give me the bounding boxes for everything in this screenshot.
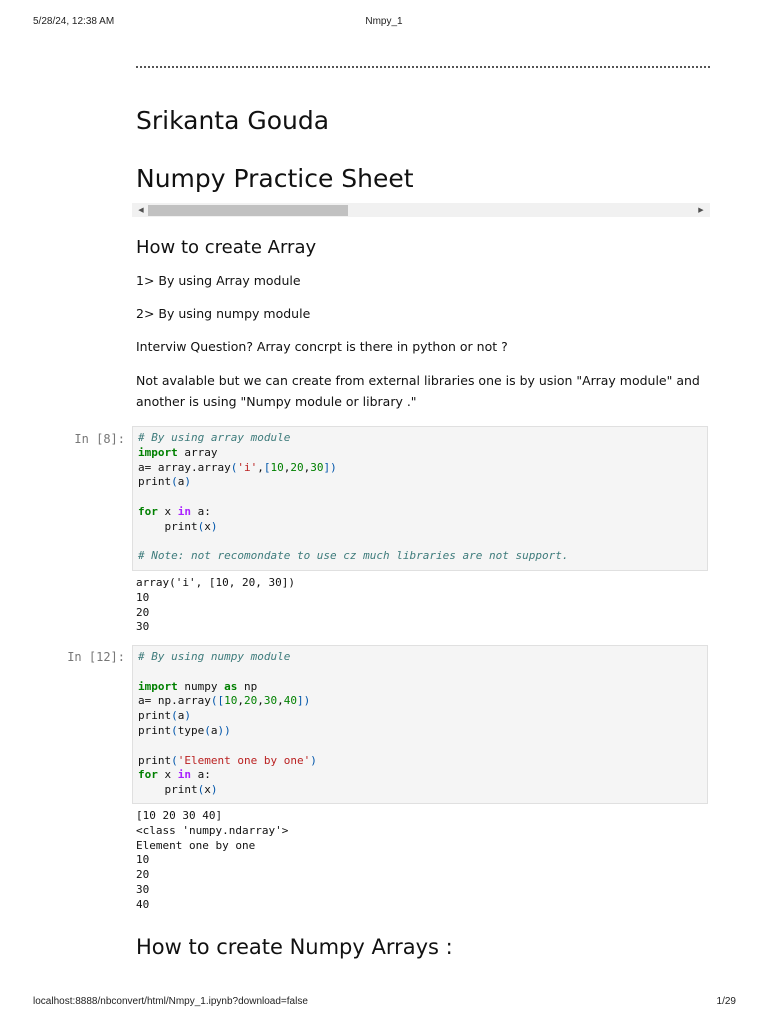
- code-token: print: [138, 723, 172, 737]
- code-token: (: [197, 519, 205, 533]
- code-token: # By using array module: [138, 431, 291, 444]
- code-token: ,: [283, 460, 291, 474]
- code-token: print: [138, 753, 172, 767]
- code-token: [: [263, 460, 271, 474]
- code-line: [138, 709, 702, 724]
- code-line: [138, 461, 702, 476]
- paragraph-interview-question: Interviw Question? Array concrpt is there in python or not ?: [136, 339, 508, 354]
- code-token: x: [204, 519, 211, 533]
- code-token: ,: [277, 694, 284, 708]
- output-line: array('i', [10, 20, 30]): [136, 576, 295, 589]
- code-token: # Note: not recomondate to use cz much libraries are not support.: [138, 549, 569, 563]
- code-token: (: [171, 709, 178, 723]
- print-datetime: 5/28/24, 12:38 AM: [33, 16, 115, 27]
- code-token: 'i': [237, 460, 258, 474]
- cell-prompt: In [12]:: [67, 650, 125, 664]
- print-title: Nmpy_1: [365, 16, 403, 27]
- code-token: ): [184, 709, 191, 723]
- code-token: ]): [323, 460, 337, 474]
- output-line: 20: [136, 868, 150, 882]
- output-line: 10: [136, 590, 150, 604]
- code-token: 20: [243, 694, 258, 708]
- code-token: type: [177, 723, 205, 737]
- code-token: np: [237, 679, 258, 693]
- code-token: print: [138, 475, 172, 489]
- code-token: a: [177, 709, 185, 723]
- code-token: numpy: [177, 679, 225, 693]
- code-token: (: [197, 783, 205, 797]
- code-token: ): [184, 475, 191, 489]
- output-line: 40: [136, 897, 150, 911]
- cell-output: [136, 809, 706, 913]
- code-token: a: [138, 460, 145, 474]
- code-token: np.array: [151, 694, 211, 708]
- code-line: [138, 505, 702, 520]
- code-line: [138, 549, 702, 564]
- code-line: [138, 665, 702, 680]
- code-token: for: [138, 768, 158, 782]
- section-heading-numpy-arrays: How to create Numpy Arrays :: [136, 935, 453, 959]
- paragraph-array-module: 1> By using Array module: [136, 273, 301, 288]
- code-token: x: [157, 768, 178, 782]
- code-token: (: [230, 460, 238, 474]
- code-line: [138, 475, 702, 490]
- paragraph-numpy-module: 2> By using numpy module: [136, 306, 311, 321]
- code-token: 30: [310, 460, 324, 474]
- code-token: (: [204, 723, 211, 737]
- code-token: x: [204, 783, 211, 797]
- code-line: [138, 694, 702, 709]
- code-token: =: [144, 460, 152, 474]
- code-cell-array-module[interactable]: [132, 426, 708, 571]
- scrollbar-thumb[interactable]: [148, 205, 348, 216]
- code-token: print: [138, 709, 172, 723]
- code-line: [138, 724, 702, 739]
- code-line: [138, 783, 702, 798]
- horizontal-scrollbar[interactable]: [132, 203, 710, 217]
- section-heading-create-array: How to create Array: [136, 237, 317, 258]
- code-line: [138, 520, 702, 535]
- code-token: array.array: [151, 460, 231, 474]
- code-line: [138, 680, 702, 695]
- code-token: 10: [224, 694, 238, 708]
- code-token: 20: [290, 460, 304, 474]
- code-token: 40: [283, 694, 297, 708]
- print-footer: [0, 996, 768, 1012]
- cell-output: [136, 576, 706, 635]
- code-token: (: [171, 753, 178, 767]
- code-token: for: [138, 504, 158, 518]
- output-line: 30: [136, 620, 150, 634]
- code-token: (: [171, 723, 178, 737]
- code-token: ,: [303, 460, 311, 474]
- code-token: import: [138, 679, 178, 693]
- code-token: as: [224, 679, 238, 693]
- page-number: 1/29: [716, 996, 736, 1007]
- code-line: [138, 650, 702, 665]
- output-line: Element one by one: [136, 838, 256, 852]
- scroll-right-arrow-icon[interactable]: ▶: [698, 206, 704, 214]
- code-token: ): [210, 783, 218, 797]
- code-token: in: [177, 504, 191, 518]
- code-line: [138, 446, 702, 461]
- code-token: a: [138, 694, 145, 708]
- output-line: 30: [136, 882, 150, 896]
- code-token: # By using numpy module: [138, 650, 291, 663]
- code-token: a: [177, 475, 185, 489]
- code-line: [138, 535, 702, 550]
- code-token: print: [138, 783, 198, 797]
- code-token: ,: [237, 694, 244, 708]
- code-token: ]): [296, 694, 311, 708]
- author-heading: Srikanta Gouda: [136, 106, 330, 135]
- code-token: in: [177, 768, 191, 782]
- code-token: ): [310, 753, 317, 767]
- code-token: 10: [270, 460, 284, 474]
- code-token: )): [217, 723, 231, 737]
- code-line: [138, 768, 702, 783]
- output-line: 20: [136, 605, 150, 619]
- code-token: a: [210, 723, 218, 737]
- code-token: a:: [191, 504, 211, 518]
- code-token: array: [177, 445, 218, 459]
- code-token: x: [157, 504, 178, 518]
- code-token: print: [138, 519, 198, 533]
- code-token: ): [210, 519, 218, 533]
- code-token: ([: [210, 694, 225, 708]
- code-line: [138, 490, 702, 505]
- code-line: [138, 739, 702, 754]
- code-token: ,: [257, 460, 264, 474]
- code-line: [138, 431, 702, 446]
- print-url: localhost:8888/nbconvert/html/Nmpy_1.ipynb?download=false: [33, 996, 308, 1007]
- code-token: import: [138, 445, 178, 459]
- paragraph-answer: Not avalable but we can create from external libraries one is by usion "Array module" and another is using "Numpy module or library .": [136, 373, 700, 409]
- code-token: ,: [257, 694, 264, 708]
- scroll-left-arrow-icon[interactable]: ◀: [138, 206, 144, 214]
- code-token: 'Element one by one': [177, 753, 311, 767]
- code-line: [138, 754, 702, 769]
- divider: [136, 66, 710, 68]
- code-token: a:: [191, 768, 211, 782]
- page-title: Numpy Practice Sheet: [136, 164, 414, 193]
- output-line: [10 20 30 40]: [136, 809, 223, 822]
- code-token: =: [144, 694, 152, 708]
- code-cell-numpy-module[interactable]: [132, 645, 708, 804]
- output-line: <class 'numpy.ndarray'>: [136, 823, 289, 837]
- output-line: 10: [136, 853, 150, 867]
- code-token: (: [171, 475, 178, 489]
- cell-prompt: In [8]:: [74, 432, 125, 446]
- code-token: 30: [263, 694, 278, 708]
